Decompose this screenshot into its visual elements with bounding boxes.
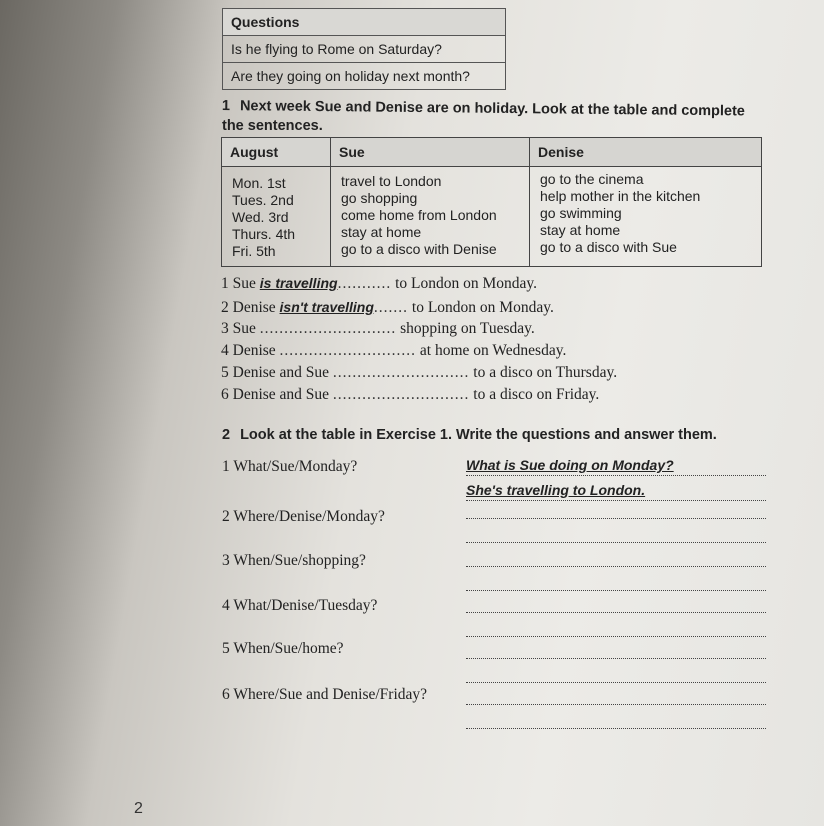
exercise2-number: 2	[222, 427, 231, 443]
sentence-6: 6 Denise and Sue ............................ to a disco on Friday.	[221, 386, 600, 403]
question-line[interactable]	[466, 594, 766, 613]
question-line[interactable]: What is Sue doing on Monday?	[466, 457, 766, 476]
exercise2-prompt: 5 When/Sue/home?	[222, 640, 344, 657]
sue-activity: come home from London	[341, 207, 497, 223]
exercise2-prompt: 3 When/Sue/shopping?	[222, 552, 366, 569]
days-cell	[222, 167, 331, 267]
filled-answer: is travelling	[259, 275, 338, 291]
table-header-sue: Sue	[331, 138, 530, 167]
sue-activity: stay at home	[341, 224, 422, 240]
blank-field[interactable]: ............................	[332, 386, 470, 403]
exercise2-instruction: 2 Look at the table in Exercise 1. Write the questions and answer them.	[222, 427, 717, 443]
exercise1-instruction: 1 Next week Sue and Denise are on holiday. Look at the table and complete	[221, 98, 746, 120]
sentence-4: 4 Denise ............................ at home on Wednesday.	[221, 342, 567, 359]
day-item: Fri. 5th	[232, 243, 276, 259]
denise-activity: help mother in the kitchen	[540, 188, 701, 204]
day-item: Mon. 1st	[232, 175, 286, 191]
table-header-august: August	[222, 138, 331, 167]
day-item: Thurs. 4th	[232, 226, 296, 242]
answer-line[interactable]	[466, 710, 766, 729]
question-line[interactable]	[466, 686, 766, 705]
answer-line[interactable]	[466, 572, 766, 591]
sue-activity: go shopping	[341, 190, 418, 206]
day-item: Tues. 2nd	[232, 192, 294, 208]
blank-field[interactable]: ............................	[279, 342, 417, 359]
answer-line[interactable]: She's travelling to London.	[466, 482, 766, 501]
question-row: Are they going on holiday next month?	[223, 63, 506, 90]
exercise2-prompt: 4 What/Denise/Tuesday?	[222, 597, 378, 614]
questions-header: Questions	[223, 9, 506, 36]
table-header-denise: Denise	[530, 138, 762, 167]
sue-activity: go to a disco with Denise	[341, 241, 497, 257]
filled-answer: isn't travelling	[279, 299, 374, 315]
question-line[interactable]	[466, 548, 766, 567]
question-line[interactable]	[466, 500, 766, 519]
sue-activities-cell	[331, 167, 530, 267]
question-line[interactable]	[466, 640, 766, 659]
sentence-1: 1 Sue is travelling........... to London on Monday.	[221, 275, 537, 292]
questions-table	[222, 8, 506, 90]
exercise2-prompt: 2 Where/Denise/Monday?	[222, 508, 385, 525]
sentence-3: 3 Sue ............................ shopping on Tuesday.	[221, 320, 535, 337]
answer-line[interactable]	[466, 618, 766, 637]
denise-activity: stay at home	[540, 222, 621, 238]
blank-field[interactable]: ............................	[332, 364, 470, 381]
question-row: Is he flying to Rome on Saturday?	[223, 36, 506, 63]
exercise2-prompt: 1 What/Sue/Monday?	[222, 458, 358, 475]
denise-activities-cell	[530, 167, 762, 267]
day-item: Wed. 3rd	[232, 209, 289, 225]
denise-activity: go swimming	[540, 205, 622, 221]
exercise2-prompt: 6 Where/Sue and Denise/Friday?	[222, 686, 428, 703]
holiday-table	[221, 137, 762, 267]
denise-activity: go to a disco with Sue	[540, 239, 677, 255]
answer-line[interactable]	[466, 664, 766, 683]
exercise1-instruction-line2: the sentences.	[222, 118, 323, 134]
answer-line[interactable]	[466, 524, 766, 543]
denise-activity: go to the cinema	[540, 171, 644, 187]
exercise1-number: 1	[221, 98, 231, 115]
sentence-2: 2 Denise isn't travelling....... to London on Monday.	[221, 299, 554, 316]
sentence-5: 5 Denise and Sue ............................ to a disco on Thursday.	[221, 364, 618, 381]
page-number: 2	[134, 800, 143, 817]
blank-field[interactable]: ............................	[259, 320, 397, 337]
sue-activity: travel to London	[341, 173, 442, 189]
